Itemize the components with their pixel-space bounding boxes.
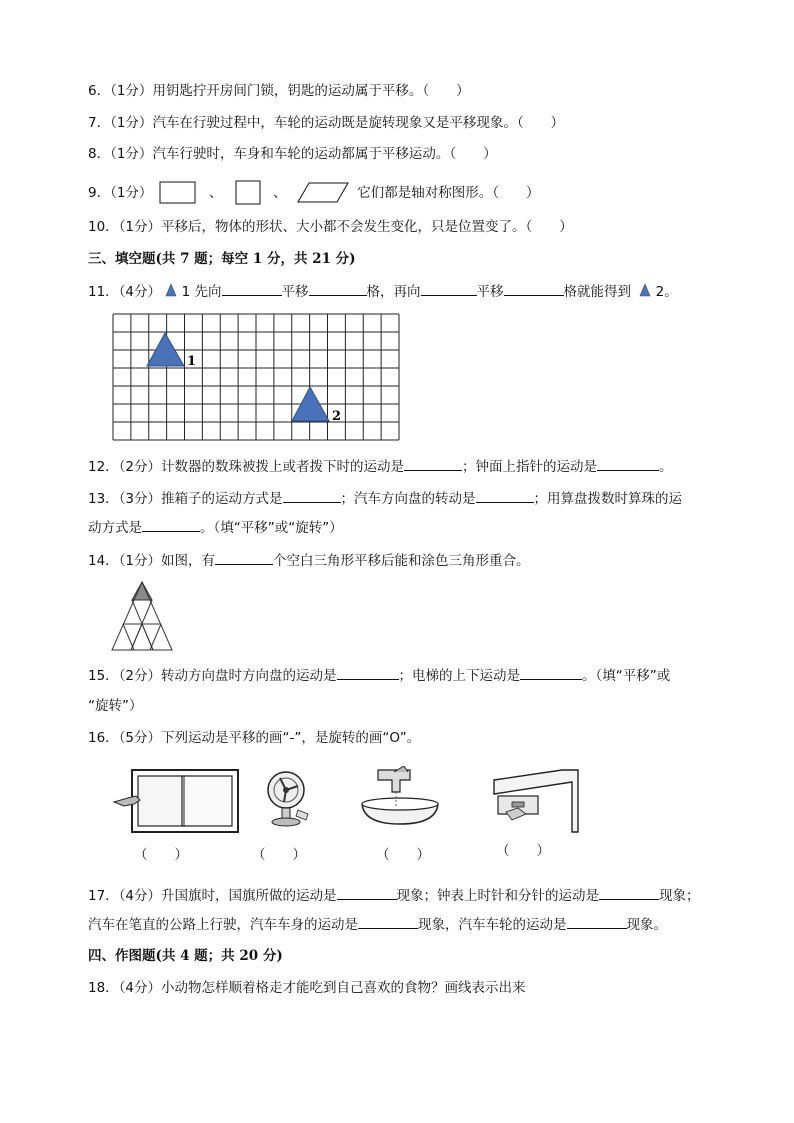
question-15: 15．（2分）转动方向盘时方向盘的运动是 ；电梯的上下运动是 。（填“平移”或 [88,668,671,684]
question-6: 6．（1分）用钥匙拧开房间门锁，钥匙的运动属于平移。（ ） [88,83,470,99]
question-15-line-2: “旋转”） [88,698,143,714]
answer-paren[interactable]: （ ） [516,115,565,131]
drawer-picture [492,768,582,838]
question-13-line-2: 动方式是 。（填“平移”或“旋转”） [88,520,343,536]
translation-grid [112,313,402,443]
answer-blank[interactable] [597,457,659,471]
answer-blank[interactable] [337,886,397,900]
answer-blank[interactable] [358,915,418,929]
answer-blank[interactable] [567,915,627,929]
section-title: 三、填空题(共 7 题；每空 1 分，共 21 分) [88,251,356,267]
rectangle-shape [159,181,197,205]
answer-blank[interactable] [309,282,367,296]
section-title: 四、作图题(共 4 题；共 20 分) [88,948,283,964]
electric-fan-picture [262,768,314,830]
answer-blank[interactable] [142,518,200,532]
answer-blank[interactable] [421,282,477,296]
triangle-2-label: 2 [332,409,342,424]
square-shape [235,180,263,206]
question-10: 10．（1分）平移后，物体的形状、大小都不会发生变化，只是位置变了。（ ） [88,219,573,235]
answer-paren[interactable]: （ ） [449,146,497,162]
answer-paren[interactable]: （ ） [492,185,540,201]
question-16: 16．（5分）下列运动是平移的画“-”，是旋转的画“O”。 [88,730,421,746]
answer-paren[interactable]: （ ） [422,83,470,99]
answer-blank[interactable] [520,666,582,680]
answer-paren-window[interactable]: （ ） [134,847,188,863]
answer-blank[interactable] [337,666,399,680]
answer-paren-fan[interactable]: （ ） [252,847,306,863]
question-18: 18．（4分）小动物怎样顺着格走才能吃到自己喜欢的食物？画线表示出来 [88,980,526,996]
faucet-sink-picture [360,766,440,828]
answer-blank[interactable] [476,489,534,503]
question-12: 12．（2分）计数器的数珠被拨上或者拨下时的运动是 ；钟面上指针的运动是 。 [88,459,673,475]
answer-blank[interactable] [504,282,564,296]
answer-paren-faucet[interactable]: （ ） [376,847,430,863]
answer-blank[interactable] [215,551,273,565]
answer-blank[interactable] [222,282,282,296]
question-13: 13．（3分）推箱子的运动方式是 ；汽车方向盘的转动是 ；用算盘拨数时算珠的运 [88,491,683,507]
answer-blank[interactable] [599,886,659,900]
question-8: 8．（1分）汽车行驶时，车身和车轮的运动都属于平移运动。（ ） [88,146,497,162]
question-11: 11．（4分） 1 先向 平移 格，再向 平移 格就能得到 2。 [88,284,678,300]
question-17: 17．（4分）升国旗时，国旗所做的运动是 现象；钟表上时针和分针的运动是 现象； [88,888,700,904]
parallelogram-shape [297,182,349,204]
triangle-figure [108,580,176,652]
question-9: 9．（1分） 、 、 它们都是轴对称图形。（ ） [88,180,539,206]
answer-paren[interactable]: （ ） [525,219,573,235]
answer-blank[interactable] [283,489,341,503]
answer-blank[interactable] [404,457,462,471]
small-triangle-icon [639,283,651,297]
small-triangle-icon [165,283,177,297]
triangle-1-label: 1 [187,354,197,369]
answer-paren-drawer[interactable]: （ ） [496,843,550,859]
question-17-line-2: 汽车在笔直的公路上行驶，汽车车身的运动是 现象，汽车车轮的运动是 现象。 [88,917,667,933]
question-7: 7．（1分）汽车在行驶过程中，车轮的运动既是旋转现象又是平移现象。（ ） [88,115,565,131]
sliding-window-picture [112,768,242,836]
question-14: 14．（1分）如图，有 个空白三角形平移后能和涂色三角形重合。 [88,553,530,569]
